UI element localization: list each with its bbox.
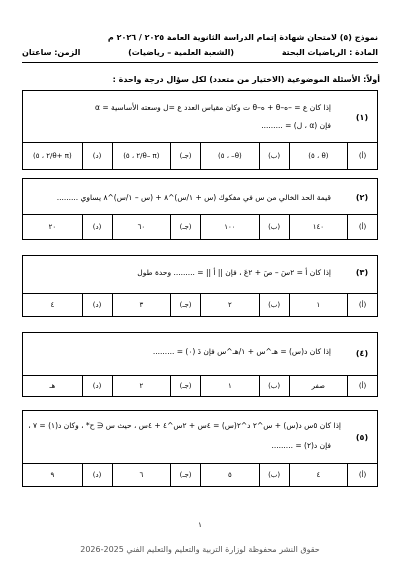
option-letter[interactable]: (جـ): [170, 143, 200, 169]
option-value[interactable]: ١٤٠: [289, 215, 348, 239]
question-text: إذا كان ع = –ه–θ + ه–θ ت وكان مقياس العدد ع =ل وسعته الأساسية = α: [95, 103, 331, 112]
question-text: إذا كان ٥س د(س) + س^٢ د^٢(س) = ٤س + ٢س^٤ + ٤س ، حيث س ∈ ح* ، وكان د(١) = ٧ ،: [28, 421, 341, 430]
question-text: إذا كان د(س) = هـ^س + ١/هـ^س فإن دَ (٠) = .........: [152, 347, 331, 356]
option-value[interactable]: ٥: [200, 464, 259, 486]
question-2: [22, 178, 378, 240]
option-value[interactable]: ١: [289, 294, 348, 316]
option-letter[interactable]: (د): [82, 215, 112, 239]
question-number: (٢): [355, 193, 369, 202]
option-value[interactable]: ٩: [50, 471, 55, 479]
question-4: [22, 332, 378, 397]
option-value[interactable]: (θ– ، ٥): [200, 143, 259, 169]
exam-meta: [22, 48, 378, 57]
question-number: (٥): [355, 433, 369, 442]
option-letter[interactable]: (ب): [259, 215, 289, 239]
branch-label: (الشعبة العلمية – رياضيات): [128, 48, 234, 57]
option-letter[interactable]: (أ): [347, 294, 377, 316]
option-value[interactable]: ٤: [50, 301, 55, 309]
question-number: (٣): [355, 268, 369, 277]
option-letter[interactable]: (جـ): [170, 294, 200, 316]
option-value[interactable]: صفر: [289, 376, 348, 396]
question-text: إذا كان أ = ٢سَ – صَ + ٢عَ ، فإن || أ || = ......... وحدة طول: [137, 268, 331, 277]
options-row: [23, 293, 377, 316]
option-value[interactable]: (θ– π/٢ ، ٥): [112, 143, 171, 169]
option-value[interactable]: ٣: [112, 294, 171, 316]
question-number: (٤): [355, 349, 369, 358]
option-letter[interactable]: (د): [82, 376, 112, 396]
options-row: [23, 142, 377, 169]
option-value[interactable]: ٤: [289, 464, 348, 486]
option-letter[interactable]: (د): [82, 294, 112, 316]
copyright-footer: حقوق النشر محفوظة لوزارة التربية والتعليم والتعليم الفني 2025-2026: [80, 545, 320, 554]
option-letter[interactable]: (ب): [259, 294, 289, 316]
option-value[interactable]: ٢: [112, 376, 171, 396]
option-letter[interactable]: (أ): [347, 464, 377, 486]
option-letter[interactable]: (د): [82, 464, 112, 486]
option-letter[interactable]: (ب): [259, 143, 289, 169]
option-letter[interactable]: (جـ): [170, 215, 200, 239]
option-letter[interactable]: (د): [82, 143, 112, 169]
question-3: [22, 255, 378, 317]
question-text-2: فإن (α ، ل) = .........: [261, 121, 331, 130]
option-value[interactable]: ٦٠: [112, 215, 171, 239]
option-value[interactable]: (θ ، ٥): [289, 143, 348, 169]
question-text-2: فإن د(٢) = .........: [271, 441, 331, 450]
option-value[interactable]: ٦: [112, 464, 171, 486]
question-1: [22, 90, 378, 170]
header-divider: [22, 62, 378, 63]
exam-title: نموذج (٥) لامتحان شهادة إتمام الدراسة الثانوية العامة ٢٠٢٥ / ٢٠٢٦ م: [107, 33, 378, 42]
option-value[interactable]: ١: [200, 376, 259, 396]
options-row: [23, 214, 377, 239]
option-value[interactable]: هـ: [49, 382, 56, 390]
subject-label: المادة : الرياضيات البحتة: [281, 48, 378, 57]
option-letter[interactable]: (ب): [259, 464, 289, 486]
options-row: [23, 463, 377, 486]
option-letter[interactable]: (أ): [347, 215, 377, 239]
option-letter[interactable]: (ب): [259, 376, 289, 396]
option-value[interactable]: ١٠٠: [200, 215, 259, 239]
option-value[interactable]: (θ+ π/٢ ، ٥): [33, 152, 72, 160]
time-label: الزمن: ساعتان: [22, 48, 81, 57]
options-row: [23, 375, 377, 396]
option-letter[interactable]: (جـ): [170, 464, 200, 486]
question-5: [22, 410, 378, 487]
section-title: أولاً: الأسئلة الموضوعية (الاختيار من متعدد) لكل سؤال درجة واحدة :: [112, 75, 380, 84]
option-letter[interactable]: (جـ): [170, 376, 200, 396]
question-number: (١): [355, 113, 369, 122]
page-number: ١: [198, 521, 202, 529]
option-letter[interactable]: (أ): [347, 376, 377, 396]
question-text: قيمة الحد الخالي من س في مفكوك (س + ١/س)^٨ + (س – ١/س)^٨ يساوي .........: [56, 193, 331, 202]
option-letter[interactable]: (أ): [347, 143, 377, 169]
option-value[interactable]: ٢: [200, 294, 259, 316]
option-value[interactable]: ٢٠: [48, 223, 57, 231]
